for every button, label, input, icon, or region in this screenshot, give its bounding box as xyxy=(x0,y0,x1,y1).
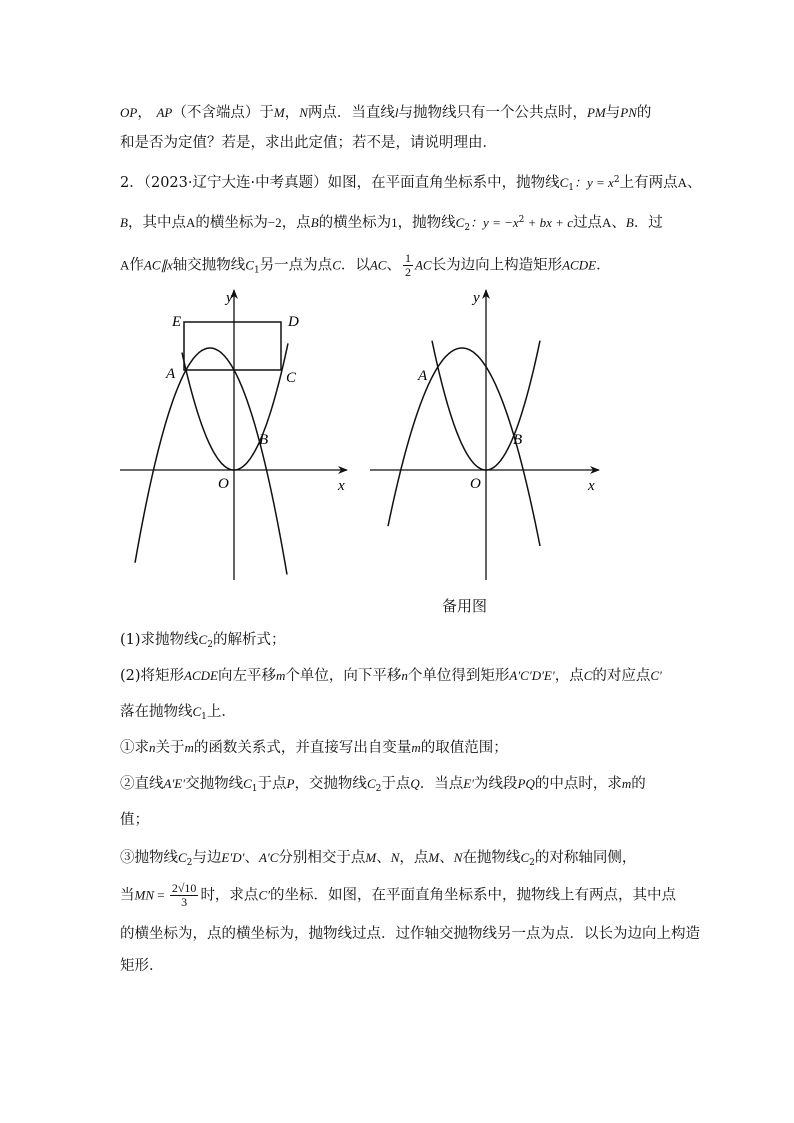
point-a: A xyxy=(677,175,687,190)
numerator: 2√10 xyxy=(171,881,197,895)
text: 、 xyxy=(439,850,454,866)
text: 的取值范围； xyxy=(420,740,508,756)
text: 落在抛物线 xyxy=(120,704,193,720)
repeated-text-line-1: 的横坐标为，点的横坐标为，抛物线过点．过作轴交抛物线另一点为点．以长为边向上构造 xyxy=(120,926,700,942)
text: 作 xyxy=(129,257,144,274)
value: 1 xyxy=(391,215,398,230)
text: 与 xyxy=(605,105,621,121)
equation-c2-rest: + bx + c xyxy=(524,215,573,230)
equation-c1: ：y = x xyxy=(574,175,614,190)
label-e: E xyxy=(172,314,182,330)
curve-c2: C xyxy=(520,850,530,865)
text: 的对应点 xyxy=(592,668,651,684)
text: ，交抛物线 xyxy=(294,776,367,792)
point-a: A xyxy=(120,257,130,273)
text: ．以 xyxy=(340,257,370,274)
text: 于点 xyxy=(257,776,287,792)
main-figure xyxy=(120,290,347,580)
point-b: B xyxy=(625,215,634,230)
text: ②直线 xyxy=(120,776,164,792)
equation-c2: ：y = −x xyxy=(470,215,519,230)
text: ．当点 xyxy=(419,776,464,792)
curve-c2: C xyxy=(178,850,187,865)
text: 交抛物线 xyxy=(185,776,244,792)
text: 与边 xyxy=(192,850,222,866)
segment-op: OP xyxy=(120,105,138,120)
var-m: m xyxy=(621,776,632,791)
text: ．过 xyxy=(633,215,663,231)
rectangle-acde: ACDE xyxy=(184,668,218,683)
segment-pq: PQ xyxy=(517,776,535,791)
text: ，其中点 xyxy=(127,215,186,231)
point-c: C xyxy=(332,257,341,273)
text: 、 xyxy=(611,215,626,231)
label-y: y xyxy=(226,290,233,306)
text: 两点．当直线 xyxy=(307,105,395,121)
text: 在抛物线 xyxy=(462,850,521,866)
figure-caption: 备用图 xyxy=(442,597,488,615)
parabola-c1 xyxy=(182,343,288,470)
text: ③抛物线 xyxy=(120,850,178,866)
text: 与抛物线只有一个公共点时， xyxy=(398,105,587,121)
rectangle-acde: ACDE xyxy=(562,257,597,273)
text: 、 xyxy=(244,850,259,866)
text: 、 xyxy=(376,850,391,866)
numerator: 1 xyxy=(404,251,411,265)
sub-question-1 xyxy=(120,630,680,655)
sub-question-2-part-1 xyxy=(120,738,680,758)
subscript: 1 xyxy=(201,712,207,722)
text: ，点 xyxy=(281,215,311,231)
var-n: n xyxy=(401,668,408,683)
text: ． xyxy=(596,257,611,274)
question-number: 2． xyxy=(120,175,144,191)
var-n: n xyxy=(149,740,156,755)
text: 个单位，向下平移 xyxy=(285,668,402,684)
denominator: 2 xyxy=(404,265,411,279)
text: 向左平移 xyxy=(218,668,276,684)
point-m: M xyxy=(428,850,440,865)
text: ，点 xyxy=(554,668,584,684)
text: 过点 xyxy=(572,215,602,231)
text: 的函数关系式，并直接写出自变量 xyxy=(193,740,412,756)
label-b: B xyxy=(513,432,523,448)
var-m: m xyxy=(276,668,286,683)
segment-pn: PN xyxy=(620,105,637,120)
segment-ac-prime: A′C xyxy=(258,850,279,865)
sub-question-2-cont xyxy=(120,702,680,727)
text: ，抛物线 xyxy=(397,215,456,231)
text: 上． xyxy=(206,704,236,720)
rectangle-acde-prime: A′C′D′E′ xyxy=(509,668,555,683)
segment-ap: AP xyxy=(156,105,173,120)
repeated-text-line-2: 矩形． xyxy=(120,958,164,974)
text: 长为边向上构造矩形 xyxy=(431,257,563,274)
text: ，点 xyxy=(399,850,429,866)
superscript: 2 xyxy=(613,175,620,185)
subscript: 2 xyxy=(186,858,193,868)
text: 为线段 xyxy=(474,776,518,792)
text: 的中点时，求 xyxy=(534,776,622,792)
text: 分别相交于点 xyxy=(278,850,366,866)
var-m: m xyxy=(411,740,421,755)
label-d: D xyxy=(288,314,299,330)
sub-question-2-part-3-cont xyxy=(120,882,680,909)
subscript: 2 xyxy=(375,784,382,794)
point-n: N xyxy=(390,850,400,865)
sub-question-2 xyxy=(120,666,680,686)
text: 时，求点 xyxy=(200,887,259,904)
label-x: x xyxy=(588,478,595,494)
curve-c1: C xyxy=(559,175,569,190)
subscript: 2 xyxy=(207,640,213,650)
point-p: P xyxy=(286,776,295,791)
text: 于点 xyxy=(381,776,411,792)
superscript: 2 xyxy=(518,215,525,225)
text: 的对称轴同侧， xyxy=(534,850,637,866)
intro-line-1: OP， AP（不含端点）于M，N两点．当直线l与抛物线只有一个公共点时，PM与PN的 xyxy=(120,105,652,121)
text: 的 xyxy=(631,776,646,792)
segment-pm: PM xyxy=(586,105,606,120)
text: （不含端点）于 xyxy=(172,105,274,121)
point-m: M xyxy=(273,105,285,120)
point-b: B xyxy=(120,215,128,230)
point-e-prime: E′ xyxy=(463,776,475,791)
value: −2 xyxy=(267,215,282,230)
segment-ed-prime: E′D′ xyxy=(221,850,245,865)
text: 、 xyxy=(686,175,702,191)
point-c: C xyxy=(583,668,593,683)
curve-c1: C xyxy=(192,704,202,719)
segment-ac: AC xyxy=(369,257,387,273)
curve-c2: C xyxy=(455,215,465,230)
text: 关于 xyxy=(155,740,185,756)
text: 当 xyxy=(120,887,135,904)
label-o: O xyxy=(470,476,481,492)
line-ae-prime: A′E′ xyxy=(163,776,186,791)
text: 轴交抛物线 xyxy=(172,257,246,274)
label-c: C xyxy=(286,370,297,386)
sub-question-2-part-2 xyxy=(120,774,680,799)
text: 、 xyxy=(386,257,401,274)
point-c-prime: C′ xyxy=(650,668,662,683)
curve-c2: C xyxy=(198,632,208,647)
point-n: N xyxy=(453,850,463,865)
text: (1)求抛物线 xyxy=(120,632,199,648)
point-a: A xyxy=(601,215,612,230)
equals: = xyxy=(154,887,168,903)
sub-question-2-part-3 xyxy=(120,848,680,873)
text: 另一点为点 xyxy=(259,257,333,274)
text: 的横坐标为 xyxy=(195,215,268,231)
segment-ac: AC xyxy=(414,257,432,273)
text: 上有两点 xyxy=(619,175,678,191)
text: (2)将矩形 xyxy=(120,668,185,684)
subscript: 1 xyxy=(251,784,258,794)
curve-c1: C xyxy=(245,257,254,273)
segment-ac: AC∥x xyxy=(143,257,173,273)
segment-mn: MN xyxy=(134,887,154,903)
point-c-prime: C′ xyxy=(258,887,270,903)
text: 的 xyxy=(636,105,652,121)
intro-line-2: 和是否为定值？若是，求出此定值；若不是，请说明理由． xyxy=(120,135,497,151)
subscript: 2 xyxy=(464,223,471,233)
label-y: y xyxy=(473,290,480,306)
var-m: m xyxy=(184,740,194,755)
curve-c1: C xyxy=(243,776,252,791)
sub-question-2-part-2-cont: 值； xyxy=(120,812,149,828)
text: 的坐标．如图，在平面直角坐标系中，抛物线上有两点，其中点 xyxy=(269,887,676,904)
denominator: 3 xyxy=(181,895,188,909)
point-b: B xyxy=(310,215,319,230)
text: 的横坐标为 xyxy=(318,215,392,231)
curve-c2: C xyxy=(366,776,376,791)
label-a: A xyxy=(166,366,176,382)
parabola-c2 xyxy=(135,348,287,575)
subscript: 1 xyxy=(568,183,575,193)
label-b: B xyxy=(259,432,269,448)
question-source: （2023·辽宁大连·中考真题） xyxy=(143,175,328,191)
subscript: 1 xyxy=(253,265,260,276)
text: 个单位得到矩形 xyxy=(407,668,510,684)
rectangle-acde xyxy=(184,322,281,370)
point-n: N xyxy=(299,105,308,120)
text: 的解析式； xyxy=(212,632,286,648)
fraction-mn-value xyxy=(170,882,199,909)
line-l: l xyxy=(394,105,399,120)
label-a: A xyxy=(418,368,428,384)
subscript: 2 xyxy=(529,858,535,868)
text: ①求 xyxy=(120,740,149,756)
point-q: Q xyxy=(410,776,420,791)
point-a: A xyxy=(185,215,196,230)
backup-figure xyxy=(370,290,599,580)
text: 如图，在平面直角坐标系中，抛物线 xyxy=(327,175,560,191)
point-m: M xyxy=(365,850,377,865)
label-o: O xyxy=(218,476,229,492)
label-x: x xyxy=(338,478,345,494)
